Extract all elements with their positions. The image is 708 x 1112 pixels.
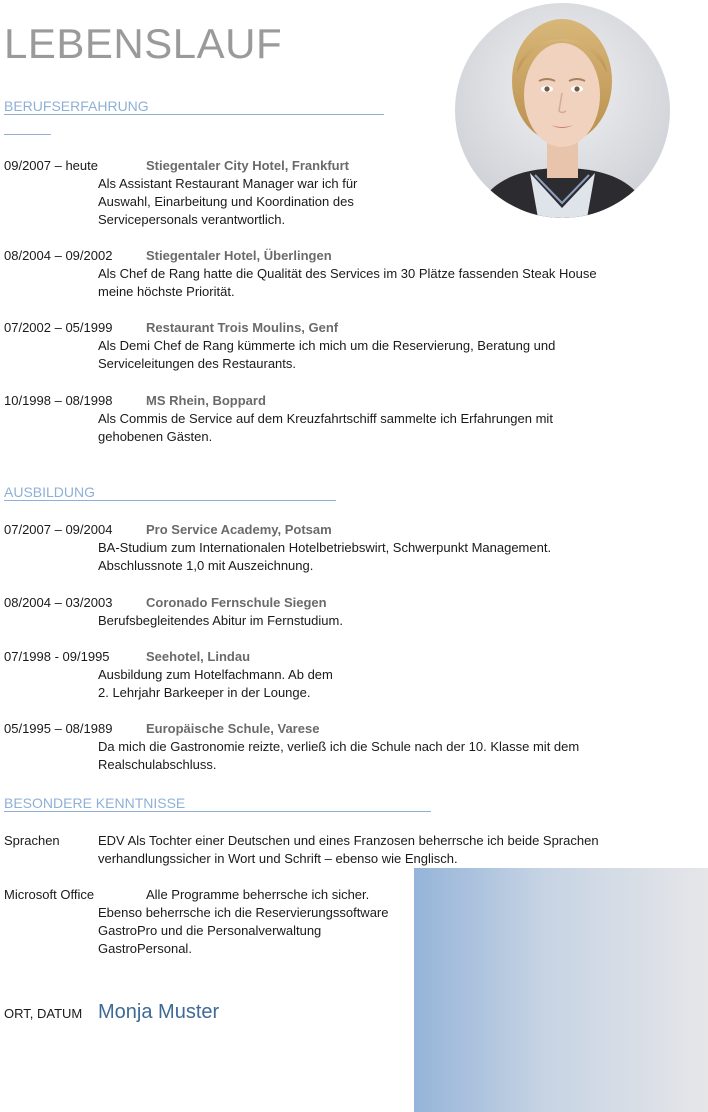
description-line: Als Assistant Restaurant Manager war ich für	[98, 176, 358, 191]
entry-organization: Restaurant Trois Moulins, Genf	[146, 320, 339, 335]
entry-organization: Coronado Fernschule Siegen	[146, 595, 327, 610]
entry-organization: MS Rhein, Boppard	[146, 393, 266, 408]
entry-description	[98, 265, 597, 301]
entry-organization: Pro Service Academy, Potsam	[146, 522, 332, 537]
section-divider	[4, 134, 51, 135]
description-line: verhandlungssicher in Wort und Schrift – ebenso wie Englisch.	[98, 851, 458, 866]
entry-organization: Stiegentaler City Hotel, Frankfurt	[146, 158, 349, 173]
entry-date: 08/2004 – 09/2002	[4, 248, 113, 263]
section-title-experience: BERUFSERFAHRUNG	[4, 98, 384, 115]
description-line: Ebenso beherrsche ich die Reservierungssoftware	[98, 905, 389, 920]
description-line: GastroPro und die Personalverwaltung	[98, 923, 322, 938]
page-title: LEBENSLAUF	[4, 20, 283, 67]
entry-date: 10/1998 – 08/1998	[4, 393, 113, 408]
entry-date: 07/2007 – 09/2004	[4, 522, 113, 537]
description-line: Berufsbegleitendes Abitur im Fernstudium.	[98, 613, 343, 628]
description-line: Servicepersonals verantwortlich.	[98, 212, 286, 227]
entry-description	[98, 539, 551, 575]
entry-description	[98, 175, 357, 229]
description-line: Als Chef de Rang hatte die Qualität des Services im 30 Plätze fassenden Steak House	[98, 266, 597, 281]
entry-description	[98, 337, 555, 373]
skill-label: Sprachen	[4, 833, 60, 848]
entry-description	[98, 410, 553, 446]
skill-description	[98, 832, 599, 868]
description-line: 2. Lehrjahr Barkeeper in der Lounge.	[98, 685, 311, 700]
description-line: meine höchste Priorität.	[98, 284, 235, 299]
portrait-image	[455, 3, 670, 218]
description-line: gehobenen Gästen.	[98, 429, 213, 444]
skill-label: Microsoft Office	[4, 887, 95, 902]
description-line: GastroPersonal.	[98, 941, 192, 956]
entry-date: 09/2007 – heute	[4, 158, 98, 173]
entry-organization: Europäische Schule, Varese	[146, 721, 320, 736]
entry-description	[98, 612, 343, 630]
signature-name: Monja Muster	[98, 1001, 220, 1023]
entry-date: 08/2004 – 03/2003	[4, 595, 113, 610]
gradient-decoration	[414, 868, 708, 1112]
description-line: Serviceleitungen des Restaurants.	[98, 356, 297, 371]
entry-organization: Seehotel, Lindau	[146, 649, 251, 664]
description-line: Realschulabschluss.	[98, 757, 217, 772]
entry-description	[98, 666, 333, 702]
description-line: EDV Als Tochter einer Deutschen und eines Franzosen beherrsche ich beide Sprachen	[98, 833, 599, 848]
description-line: Da mich die Gastronomie reizte, verließ ich die Schule nach der 10. Klasse mit dem	[98, 739, 580, 754]
entry-organization: Stiegentaler Hotel, Überlingen	[146, 248, 332, 263]
description-line: Als Commis de Service auf dem Kreuzfahrtschiff sammelte ich Erfahrungen mit	[98, 411, 553, 426]
profile-photo	[455, 3, 670, 218]
entry-description	[98, 738, 579, 774]
description-line: Auswahl, Einarbeitung und Koordination des	[98, 194, 354, 209]
skill-description	[98, 904, 389, 958]
entry-date: 07/1998 - 09/1995	[4, 649, 110, 664]
description-line: BA-Studium zum Internationalen Hotelbetriebswirt, Schwerpunkt Management.	[98, 540, 552, 555]
description-line: Abschlussnote 1,0 mit Auszeichnung.	[98, 558, 314, 573]
description-line: Als Demi Chef de Rang kümmerte ich mich um die Reservierung, Beratung und	[98, 338, 556, 353]
description-line: Ausbildung zum Hotelfachmann. Ab dem	[98, 667, 333, 682]
place-date-label: ORT, DATUM	[4, 1006, 83, 1021]
entry-date: 07/2002 – 05/1999	[4, 320, 113, 335]
entry-date: 05/1995 – 08/1989	[4, 721, 113, 736]
section-title-skills: BESONDERE KENNTNISSE	[4, 795, 431, 812]
section-title-education: AUSBILDUNG	[4, 484, 336, 501]
skill-first-line: Alle Programme beherrsche ich sicher.	[146, 887, 370, 902]
